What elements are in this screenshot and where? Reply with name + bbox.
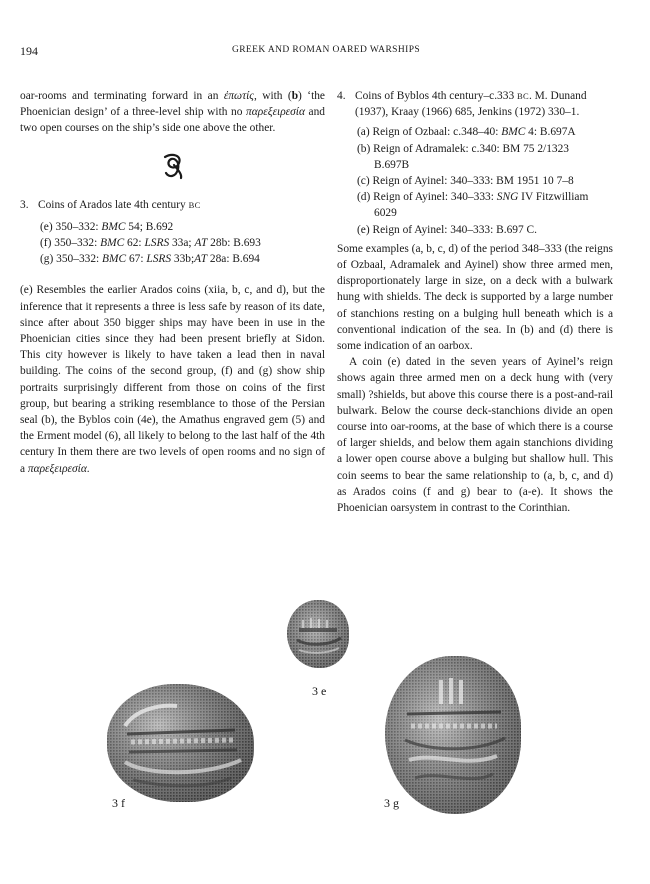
list-item: (c) Reign of Ayinel: 340–333: BM 1951 10 7–8 (357, 175, 574, 188)
left-column (20, 88, 325, 477)
list-item: (f) 350–332: BMC 62: LSRS 33a; AT 28b: B.693 (40, 237, 261, 250)
section-3-list (40, 219, 325, 268)
list-item: (e) Reign of Ayinel: 340–333: B.697 C. (357, 223, 537, 236)
left-paragraph-2: (e) Resembles the earlier Arados coins (xiia, b, c, and d), but the inference that it represents a three is less safe by reason of its date, since after about 350 bigger ships may have been in use in the Phoenician cities since they had been present briefly at Sidon. This city however is likely to have taken a lead then in naval building. The coins of the second group, (f) and (g) show ship portraits surprisingly different from those on coins of the first group, but bearing a striking resemblance to those of the Persian seal (b), the Byblos coin (4e), the Amathus engraved gem (5) and the Erment model (6), all likely to belong to the last half of the 4th century In them there are two levels of open rooms and no sign of a παρεξειρεσία. (20, 284, 325, 475)
figure-label-3g: 3 g (384, 796, 399, 810)
list-item: (a) Reign of Ozbaal: c.348–40: BMC 4: B.697A (357, 126, 576, 139)
right-paragraph-1: Some examples (a, b, c, d) of the period 348–333 (the reigns of Ozbaal, Adramalek and Ayinel) show three armed men, disproportionately large in size, on a deck with a bulwark hung with shields. The deck is supported by a large number of stanchions resting on a bulging hull beneath which is a conventional indication of the sea. In (b) and (d) there is some indication of an oarbox. (337, 242, 613, 353)
ornament-glyph (20, 151, 325, 191)
page-header (20, 44, 632, 60)
coin-3e-image (287, 600, 349, 668)
knot-ornament-icon (160, 161, 186, 186)
coin-3g-image (385, 656, 521, 814)
list-item: (b) Reign of Adramalek: c.340: BM 75 2/1323 B.697B (357, 142, 569, 171)
right-paragraph-2: A coin (e) dated in the seven years of Ayinel’s reign shows again three armed men on a deck hung with (very small) ?shields, but above this course there is a post-and-rail bulwark. Below the course deck-stanchions divide an open course into oar-rooms, at the base of which there is a course of larger shields, and below them again stanchions dividing a lower open course above a bulging but shallow hull. This coin seems to bear the same relationship to (a, b, c, and d) as Arados coins (f and g) bear to (a-e). It shows the Phoenician oarsystem in contrast to the Corinthian. (337, 356, 613, 515)
page-number: 194 (20, 44, 38, 58)
list-item: (e) 350–332: BMC 54; B.692 (40, 220, 174, 233)
figure-label-3e: 3 e (312, 684, 327, 698)
figure-label-3f: 3 f (112, 796, 125, 810)
right-column (337, 88, 613, 516)
left-paragraph-1: oar-rooms and terminating forward in an ἐπωτίς, with (b) ‘the Phoenician design’ of a three-level ship with no παρεξειρεσία and two open courses on the ship’s side one above the other. (20, 90, 325, 135)
list-item: (d) Reign of Ayinel: 340–333: SNG IV Fitzwilliam 6029 (357, 191, 589, 220)
section-3-heading: 3. Coins of Arados late 4th century BC (20, 198, 201, 211)
coin-3f-image (107, 684, 254, 802)
running-head: GREEK AND ROMAN OARED WARSHIPS (231, 45, 421, 55)
section-4-list (357, 124, 613, 237)
list-item: (g) 350–332: BMC 67: LSRS 33b;AT 28a: B.694 (40, 253, 260, 266)
section-4-heading: 4. Coins of Byblos 4th century–c.333 BC. M. Dunand (1937), Kraay (1966) 685, Jenkins (1972) 330–1. (337, 90, 587, 119)
